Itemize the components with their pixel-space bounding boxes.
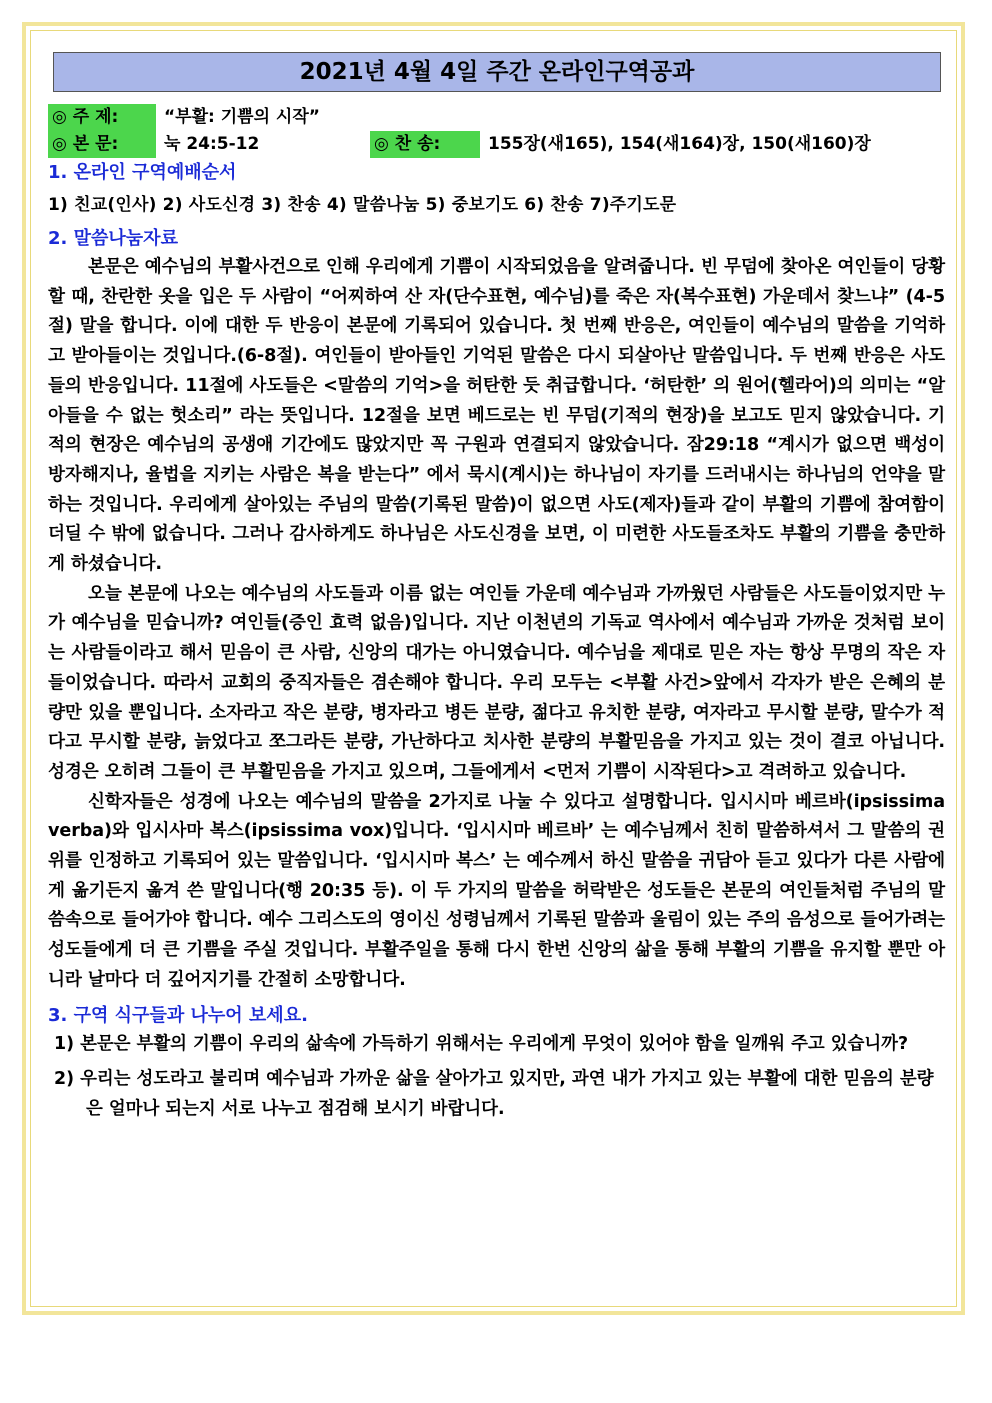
section-3-heading: 3. 구역 식구들과 나누어 보세요. — [48, 1004, 308, 1026]
document-body — [48, 104, 945, 1130]
section-2-heading: 2. 말씀나눔자료 — [48, 228, 178, 249]
worship-order: 1) 친교(인사) 2) 사도신경 3) 찬송 4) 말씀나눔 5) 중보기도 6) 찬송 7)주기도문 — [48, 195, 677, 215]
hymn-value: 155장(새165), 154(새164)장, 150(새160)장 — [488, 134, 871, 154]
theme-label: ◎ 주 제: — [48, 104, 156, 131]
discussion-question-1: 1) 본문은 부활의 기쁨이 우리의 삶속에 가득하기 위해서는 우리에게 무엇이 있어야 함을 일깨워 주고 있습니까? — [54, 1033, 909, 1054]
section-1-heading: 1. 온라인 구역예배순서 — [48, 162, 237, 183]
discussion-question-2: 2) 우리는 성도라고 불리며 예수님과 가까운 삶을 살아가고 있지만, 과연 내가 가지고 있는 부활에 대한 믿음의 분량은 얼마나 되는지 서로 나누고 점검해 보시기 바랍니다. — [54, 1069, 934, 1119]
scripture-label: ◎ 본 문: — [48, 131, 156, 158]
sermon-paragraph-3: 신학자들은 성경에 나오는 예수님의 말씀을 2가지로 나눌 수 있다고 설명합니다. 입시시마 베르바(ipsissima verba)와 입시사마 복스(ipsissima vox)입니다. ‘입시시마 베르바’ 는 예수님께서 친히 말씀하셔서 그 말씀의 권위를 인정하고 기록되어 있는 말씀입니다. ‘입시시마 복스’ 는 예수께서 하신 말씀을 귀담아 듣고 있다가 다른 사람에게 옮기든지 옮겨 쓴 말입니다(행 20:35 등). 이 두 가지의 말씀을 허락받은 성도들은 본문의 여인들처럼 주님의 말씀속으로 들어가야 합니다. 예수 그리스도의 영이신 성령님께서 기록된 말씀과 울림이 있는 주의 음성으로 들어가려는 성도들에게 더 큰 기쁨을 주실 것입니다. 부활주일을 통해 다시 한번 신앙의 삶을 통해 부활의 기쁨을 유지할 뿐만 아니라 날마다 더 깊어지기를 간절히 소망합니다. — [48, 791, 945, 990]
sermon-paragraph-2: 오늘 본문에 나오는 예수님의 사도들과 이름 없는 여인들 가운데 예수님과 가까웠던 사람들은 사도들이었지만 누가 예수님을 믿습니까? 여인들(증인 효력 없음)입니다. 지난 이천년의 기독교 역사에서 예수님과 가까운 것처럼 보이는 사람들이라고 해서 믿음이 큰 사람, 신앙의 대가는 아니였습니다. 예수님을 제대로 믿은 자는 항상 무명의 작은 자들이었습니다. 따라서 교회의 중직자들은 겸손해야 합니다. 우리 모두는 <부활 사건>앞에서 각자가 받은 은혜의 분량만 있을 뿐입니다. 소자라고 작은 분량, 병자라고 병든 분량, 젊다고 유치한 분량, 여자라고 무시할 분량, 말수가 적다고 무시할 분량, 늙었다고 쪼그라든 분량, 가난하다고 치사한 분량의 부활믿음을 가지고 있는 것이 결코 아닙니다. 성경은 오히려 그들이 큰 부활믿음을 가지고 있으며, 그들에게서 <먼저 기쁨이 시작된다>고 격려하고 있습니다. — [48, 583, 945, 782]
hymn-group — [370, 131, 871, 158]
theme-row — [48, 104, 945, 131]
sermon-paragraph-1: 본문은 예수님의 부활사건으로 인해 우리에게 기쁨이 시작되었음을 알려줍니다. 빈 무덤에 찾아온 여인들이 당황할 때, 찬란한 옷을 입은 두 사람이 “어찌하여 산 자(단수표현, 예수님)를 죽은 자(복수표현) 가운데서 찾느냐” (4-5절) 말을 합니다. 이에 대한 두 반응이 본문에 기록되어 있습니다. 첫 번째 반응은, 여인들이 예수님의 말씀을 기억하고 받아들이는 것입니다.(6-8절). 여인들이 받아들인 기억된 말씀은 다시 되살아난 말씀입니다. 두 번째 반응은 사도들의 반응입니다. 11절에 사도들은 <말씀의 기억>을 허탄한 듯 취급합니다. ‘허탄한’ 의 원어(헬라어)의 의미는 “알아들을 수 없는 헛소리” 라는 뜻입니다. 12절을 보면 베드로는 빈 무덤(기적의 현장)을 보고도 믿지 않았습니다. 기적의 현장은 예수님의 공생애 기간에도 많았지만 꼭 구원과 연결되지 않았습니다. 잠29:18 “계시가 없으면 백성이 방자해지나, 율법을 지키는 사람은 복을 받는다” 에서 묵시(계시)는 하나님이 자기를 드러내시는 하나님의 언약을 말하는 것입니다. 우리에게 살아있는 주님의 말씀(기록된 말씀)이 없으면 사도(제자)들과 같이 부활의 기쁨에 참여함이 더딜 수 밖에 없습니다. 그러나 감사하게도 하나님은 사도신경을 보면, 이 미련한 사도들조차도 부활의 기쁨을 충만하게 하셨습니다. — [48, 257, 945, 575]
page-title: 2021년 4월 4일 주간 온라인구역공과 — [53, 52, 941, 92]
hymn-label: ◎ 찬 송: — [370, 131, 480, 158]
scripture-value: 눅 24:5-12 — [164, 134, 260, 154]
scripture-row — [48, 131, 945, 158]
theme-value: “부활: 기쁨의 시작” — [164, 107, 320, 127]
